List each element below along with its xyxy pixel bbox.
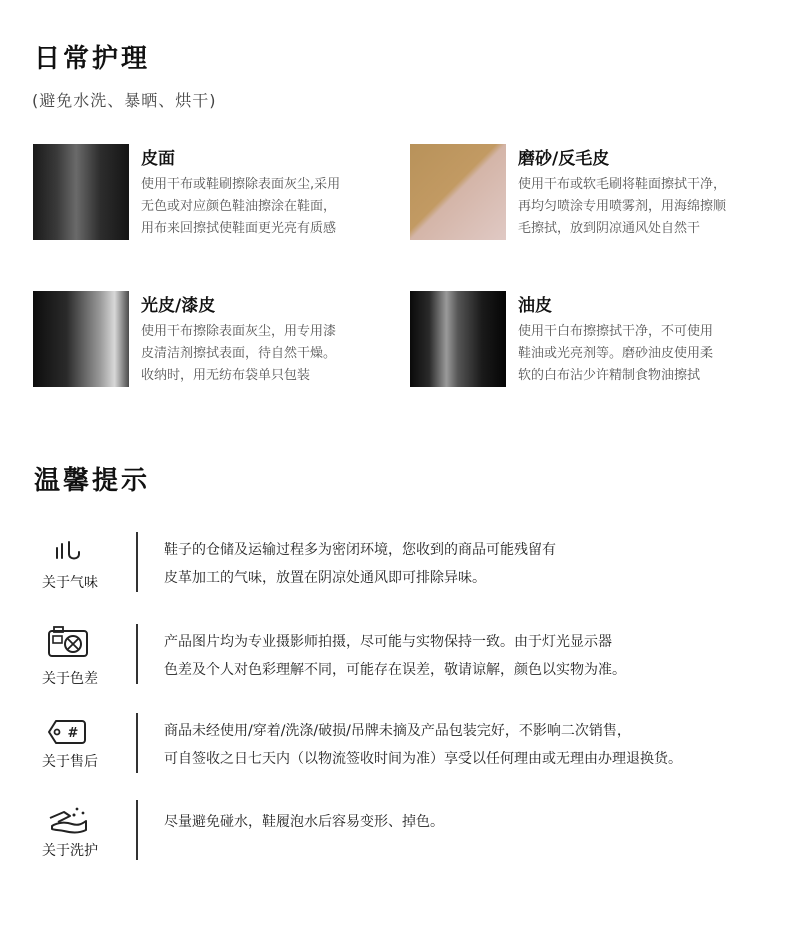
price-tag-icon [46,715,90,749]
tag-hash: # [67,726,79,741]
material-suede [410,144,770,244]
material-patent [33,291,393,391]
suede-swatch [410,144,506,240]
patent-swatch [33,291,129,387]
material-oil-leather [410,291,770,391]
hand-wash-icon [46,802,90,836]
tip-text: 产品图片均为专业摄影师拍摄，尽可能与实物保持一致。由于灯光显示器 色差及个人对色彩理解不同，可能存在误差，敬请谅解，颜色以实物为准。 [164,634,626,678]
material-description: 使用干布或软毛刷将鞋面擦拭干净， 再均匀喷涂专用喷雾剂，用海绵擦顺 毛擦拭，放到阴凉通风处自然干 [518,177,727,236]
material-description: 使用干布或鞋刷擦除表面灰尘,采用 无色或对应颜色鞋油擦涂在鞋面， 用布来回擦拭使鞋面更光亮有质感 [141,177,341,236]
material-title: 油皮 [518,296,552,316]
leather-swatch [33,144,129,240]
divider [136,532,138,592]
care-title: 日常护理 [34,44,151,74]
divider [136,713,138,773]
camera-icon [46,624,90,658]
material-title: 光皮/漆皮 [141,296,216,316]
tip-label: 关于洗护 [42,843,98,859]
material-description: 使用干白布擦擦拭干净，不可使用 鞋油或光亮剂等。磨砂油皮使用柔 软的白布沾少许精制食物油擦拭 [518,324,714,383]
material-leather [33,144,393,244]
tip-label: 关于色差 [42,671,98,687]
tip-label: 关于售后 [42,754,98,770]
tips-title: 温馨提示 [34,466,151,496]
divider [136,624,138,684]
tip-text: 鞋子的仓储及运输过程多为密闭环境，您收到的商品可能残留有 皮革加工的气味，放置在阴凉处通风即可排除异味。 [164,542,556,586]
smell-icon [46,536,90,570]
care-subtitle: (避免水洗、暴晒、烘干) [32,91,217,110]
material-title: 磨砂/反毛皮 [518,149,610,169]
tip-label: 关于气味 [42,575,98,591]
tip-text: 尽量避免碰水，鞋履泡水后容易变形、掉色。 [164,814,444,830]
oil-leather-swatch [410,291,506,387]
material-description: 使用干布擦除表面灰尘，用专用漆 皮清洁剂擦拭表面，待自然干燥。 收纳时，用无纺布袋单只包装 [141,324,337,383]
material-title: 皮面 [141,149,175,169]
tip-text: 商品未经使用/穿着/洗涤/破损/吊牌未摘及产品包装完好，不影响二次销售， 可自签收之日七天内（以物流签收时间为准）享受以任何理由或无理由办理退换货。 [164,723,682,767]
divider [136,800,138,860]
